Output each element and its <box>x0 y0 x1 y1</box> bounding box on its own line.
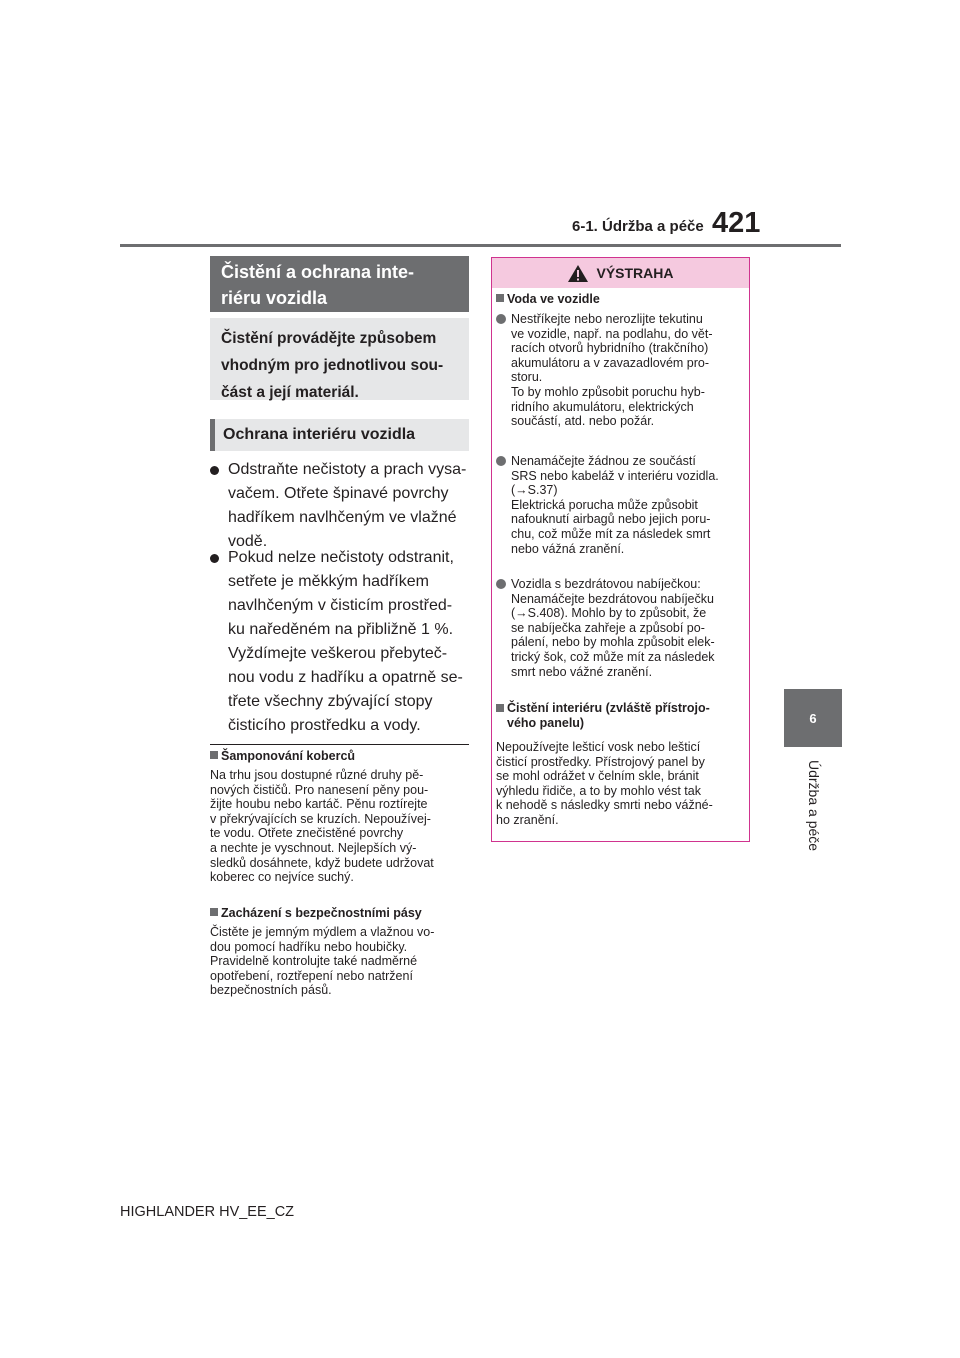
square-bullet-icon <box>210 751 218 759</box>
note-heading-text: Zacházení s bezpečnostními pásy <box>221 906 422 920</box>
bullet-item <box>210 458 472 554</box>
bullet-item <box>210 546 472 738</box>
warning-header <box>492 258 749 288</box>
square-bullet-icon <box>496 704 504 712</box>
warning-section-heading-text: Čistění interiéru (zvláště přístrojo- vého panelu) <box>507 701 710 730</box>
round-bullet-icon <box>496 456 506 466</box>
section-divider <box>210 744 469 745</box>
model-code: HIGHLANDER HV_EE_CZ <box>120 1204 295 1220</box>
page-number: 421 <box>712 207 761 239</box>
warning-section-heading <box>496 292 746 307</box>
round-bullet-icon <box>496 579 506 589</box>
note-heading <box>210 906 472 921</box>
warning-title: VÝSTRAHA <box>596 265 674 281</box>
note-heading-text: Šamponování koberců <box>221 749 356 763</box>
warning-section-heading-text: Voda ve vozidle <box>507 292 600 306</box>
warning-item-text: Nestříkejte nebo nerozlijte tekutinu ve vozidle, např. na podlahu, do vět- racích otvorů hybridního (trakčního) akumulátoru a v zavazadlovém pro- storu. To by mohlo způsobit poruchu hyb- ridního akumulátoru, elektrických součástí, atd. nebo požár. <box>511 312 713 429</box>
chapter-tab-number: 6 <box>784 689 842 747</box>
header-rule <box>120 244 841 247</box>
subheading: Ochrana interiéru vozidla <box>210 419 469 451</box>
warning-section-heading <box>496 701 746 730</box>
warning-triangle-icon <box>567 264 589 283</box>
warning-item-text: Nenamáčejte žádnou ze součástí SRS nebo kabeláž v interiéru vozidla. (→S.37) Elektrická porucha může způsobit nafouknutí airbagů nebo jejich poru- chu, což může mít za následek smrt nebo vážná zranění. <box>511 454 719 556</box>
section-summary: Čistění provádějte způsobem vhodným pro jednotlivou sou-část a její materiál. <box>210 318 469 400</box>
chapter-title: 6-1. Údržba a péče <box>572 218 704 235</box>
square-bullet-icon <box>496 294 504 302</box>
bullet-dot-icon <box>210 466 219 475</box>
bullet-text: Odstraňte nečistoty a prach vysa- vačem. Otřete špinavé povrchy hadříkem navlhčeným ve vlažné vodě. <box>228 461 467 550</box>
warning-item <box>496 312 748 429</box>
chapter-tab-label: Údržba a péče <box>806 760 822 852</box>
section-title: Čistění a ochrana inte- riéru vozidla <box>210 256 469 312</box>
note-body: Na trhu jsou dostupné různé druhy pě- nových čističů. Pro nanesení pěny pou- žijte houbu nebo kartáč. Pěnu roztírejte v překrývajících se kruzích. Nepoužívej- te vodu. Otřete znečistěné povrchy a nechte je vyschnout. Nejlepších vý- sledků dosáhnete, když budete udržovat koberec co nejvíce suchý. <box>210 768 434 885</box>
note-heading <box>210 749 472 764</box>
warning-box <box>491 257 750 842</box>
bullet-dot-icon <box>210 554 219 563</box>
warning-item <box>496 454 748 556</box>
note-body: Čistěte je jemným mýdlem a vlažnou vo- dou pomocí hadříku nebo houbičky. Pravidelně kontrolujte také nadměrné opotřebení, roztřepení nebo natržení bezpečnostních pásů. <box>210 925 435 998</box>
warning-section-body: Nepoužívejte lešticí vosk nebo lešticí čisticí prostředky. Přístrojový panel by se mohl odrážet v čelním skle, bránit výhledu řidiče, a to by mohlo vést tak k nehodě s následky smrti nebo vážné- ho zranění. <box>496 740 713 827</box>
square-bullet-icon <box>210 908 218 916</box>
warning-item-text: Vozidla s bezdrátovou nabíječkou: Nenamáčejte bezdrátovou nabíječku (→S.408). Mohlo by to způsobit, že se nabíječka zahřeje a způsobí po- pálení, nebo by mohla způsobit elek- trický šok, což může mít za následek smrt nebo vážné zranění. <box>511 577 715 679</box>
round-bullet-icon <box>496 314 506 324</box>
bullet-text: Pokud nelze nečistoty odstranit, setřete je měkkým hadříkem navlhčeným v čisticím prostřed- ku naředěném na přibližně 1 %. Vyždímejte veškerou přebyteč- nou vodu z hadříku a opatrně se- třete všechny zbývající stopy čisticího prostředku a vody. <box>228 549 463 734</box>
warning-item <box>496 577 748 679</box>
